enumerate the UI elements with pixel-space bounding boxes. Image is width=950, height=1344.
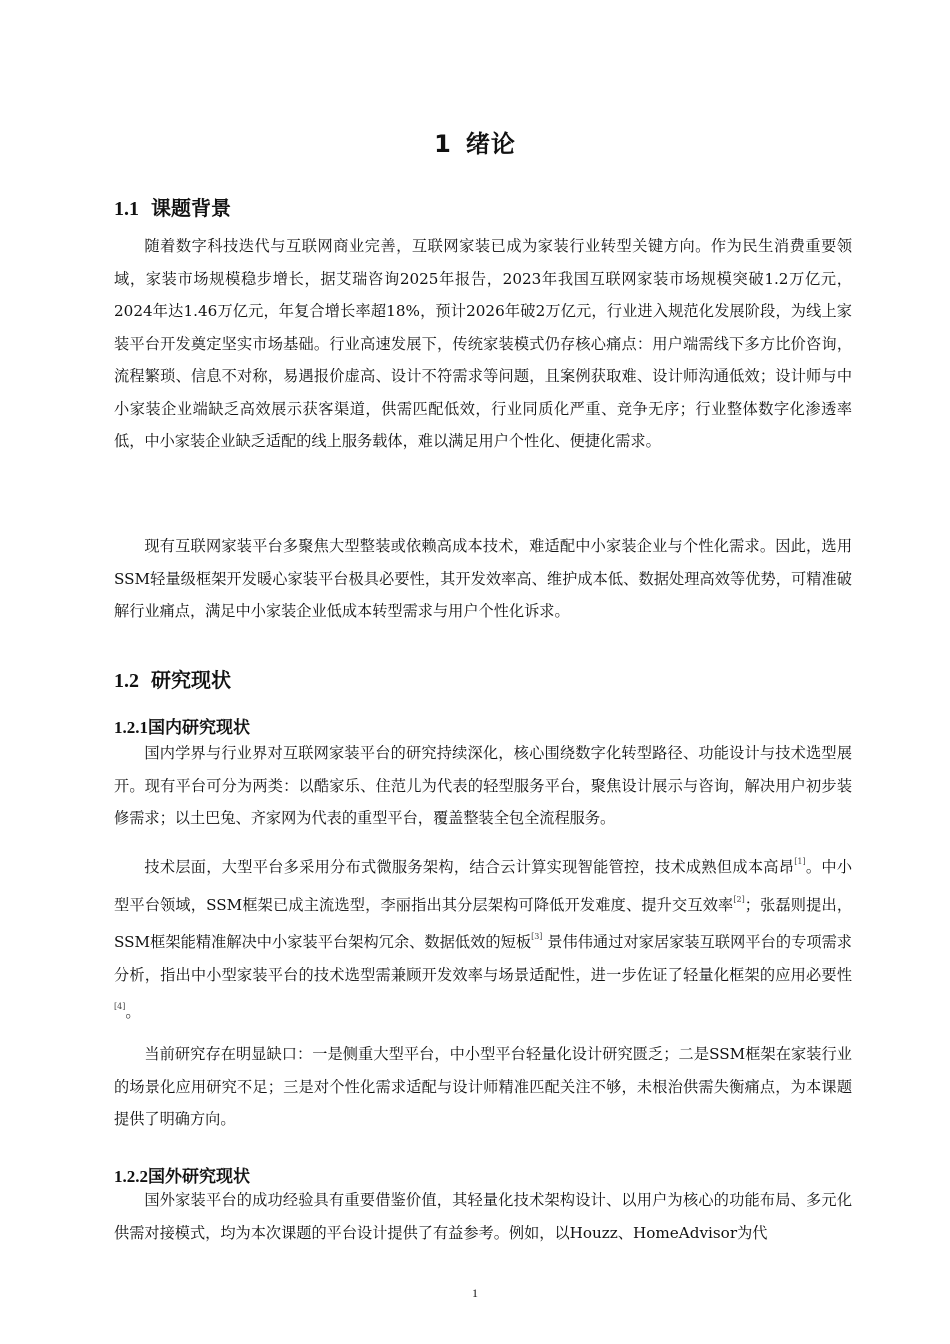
citation-1: [1]	[794, 857, 806, 866]
citation-2: [2]	[733, 894, 745, 904]
section-heading-1-1	[114, 192, 231, 221]
citation-4: [4]	[114, 1002, 126, 1011]
chapter-number: 1	[434, 130, 452, 158]
section-number: 1.2	[114, 670, 139, 692]
text-run: 技术层面，大型平台多采用分布式微服务架构，结合云计算实现智能管控，技术成熟但成本高昂	[144, 858, 795, 876]
section-heading-1-2	[114, 664, 231, 693]
paragraph-domestic-2	[114, 846, 852, 1029]
chapter-title	[0, 124, 950, 159]
paragraph-background-2: 现有互联网家装平台多聚焦大型整装或依赖高成本技术，难适配中小家装企业与个性化需求。因此，选用SSM轻量级框架开发暖心家装平台极具必要性，其开发效率高、维护成本低、数据处理高效等优势，可精准破解行业痛点，满足中小家装企业低成本转型需求与用户个性化诉求。	[114, 537, 852, 620]
section-number: 1.1	[114, 198, 139, 220]
section-title: 课题背景	[151, 196, 231, 220]
subsection-title: 国外研究现状	[148, 1167, 250, 1187]
section-title: 研究现状	[151, 668, 231, 692]
paragraph-domestic-1: 国内学界与行业界对互联网家装平台的研究持续深化，核心围绕数字化转型路径、功能设计与技术选型展开。现有平台可分为两类：以酷家乐、住范儿为代表的轻型服务平台，聚焦设计展示与咨询，解决用户初步装修需求；以土巴兔、齐家网为代表的重型平台，覆盖整装全包全流程服务。	[114, 744, 852, 827]
paragraph-foreign-1: 国外家装平台的成功经验具有重要借鉴价值，其轻量化技术架构设计、以用户为核心的功能布局、多元化供需对接模式，均为本次课题的平台设计提供了有益参考。例如，以Houzz、HomeAdvisor为代	[114, 1191, 852, 1242]
text-run: ；张磊则提出，SSM框架能精准解决中小家装平台架构冗余、数据低效的短板	[114, 895, 853, 951]
text-run: 。	[125, 1003, 141, 1021]
subsection-title: 国内研究现状	[148, 718, 250, 738]
subsection-number: 1.2.2	[114, 1167, 148, 1186]
citation-3: [3]	[531, 932, 543, 941]
subsection-number: 1.2.1	[114, 718, 148, 737]
chapter-title-text: 绪论	[465, 130, 516, 158]
text-run: 景伟伟通过对家居家装互联网平台的专项需求分析，指出中小型家装平台的技术选型需兼顾开发效率与场景适配性，进一步佐证了轻量化框架的应用必要性	[114, 933, 852, 984]
paragraph-background-1: 随着数字科技迭代与互联网商业完善，互联网家装已成为家装行业转型关键方向。作为民生消费重要领域，家装市场规模稳步增长，据艾瑞咨询2025年报告，2023年我国互联网家装市场规模突破1.2万亿元，2024年达1.46万亿元，年复合增长率超18%，预计2026年破2万亿元，行业进入规范化发展阶段，为线上家装平台开发奠定坚实市场基础。行业高速发展下，传统家装模式仍存核心痛点：用户端需线下多方比价咨询，流程繁琐、信息不对称，易遇报价虚高、设计不符需求等问题，且案例获取难、设计师沟通低效；设计师与中小家装企业端缺乏高效展示获客渠道，供需匹配低效，行业同质化严重、竞争无序；行业整体数字化渗透率低，中小家装企业缺乏适配的线上服务载体，难以满足用户个性化、便捷化需求。	[114, 237, 852, 450]
paragraph-domestic-3: 当前研究存在明显缺口：一是侧重大型平台，中小型平台轻量化设计研究匮乏；二是SSM框架在家装行业的场景化应用研究不足；三是对个性化需求适配与设计师精准匹配关注不够，未根治供需失衡痛点，为本课题提供了明确方向。	[114, 1045, 852, 1128]
text-run: 。中小型平台领域，SSM框架已成主流选型，李丽指出其分层架构可降低开发难度、提升交互效率	[114, 858, 853, 914]
page-number: 1	[472, 1286, 478, 1300]
subsection-heading-1-2-1	[114, 713, 250, 738]
